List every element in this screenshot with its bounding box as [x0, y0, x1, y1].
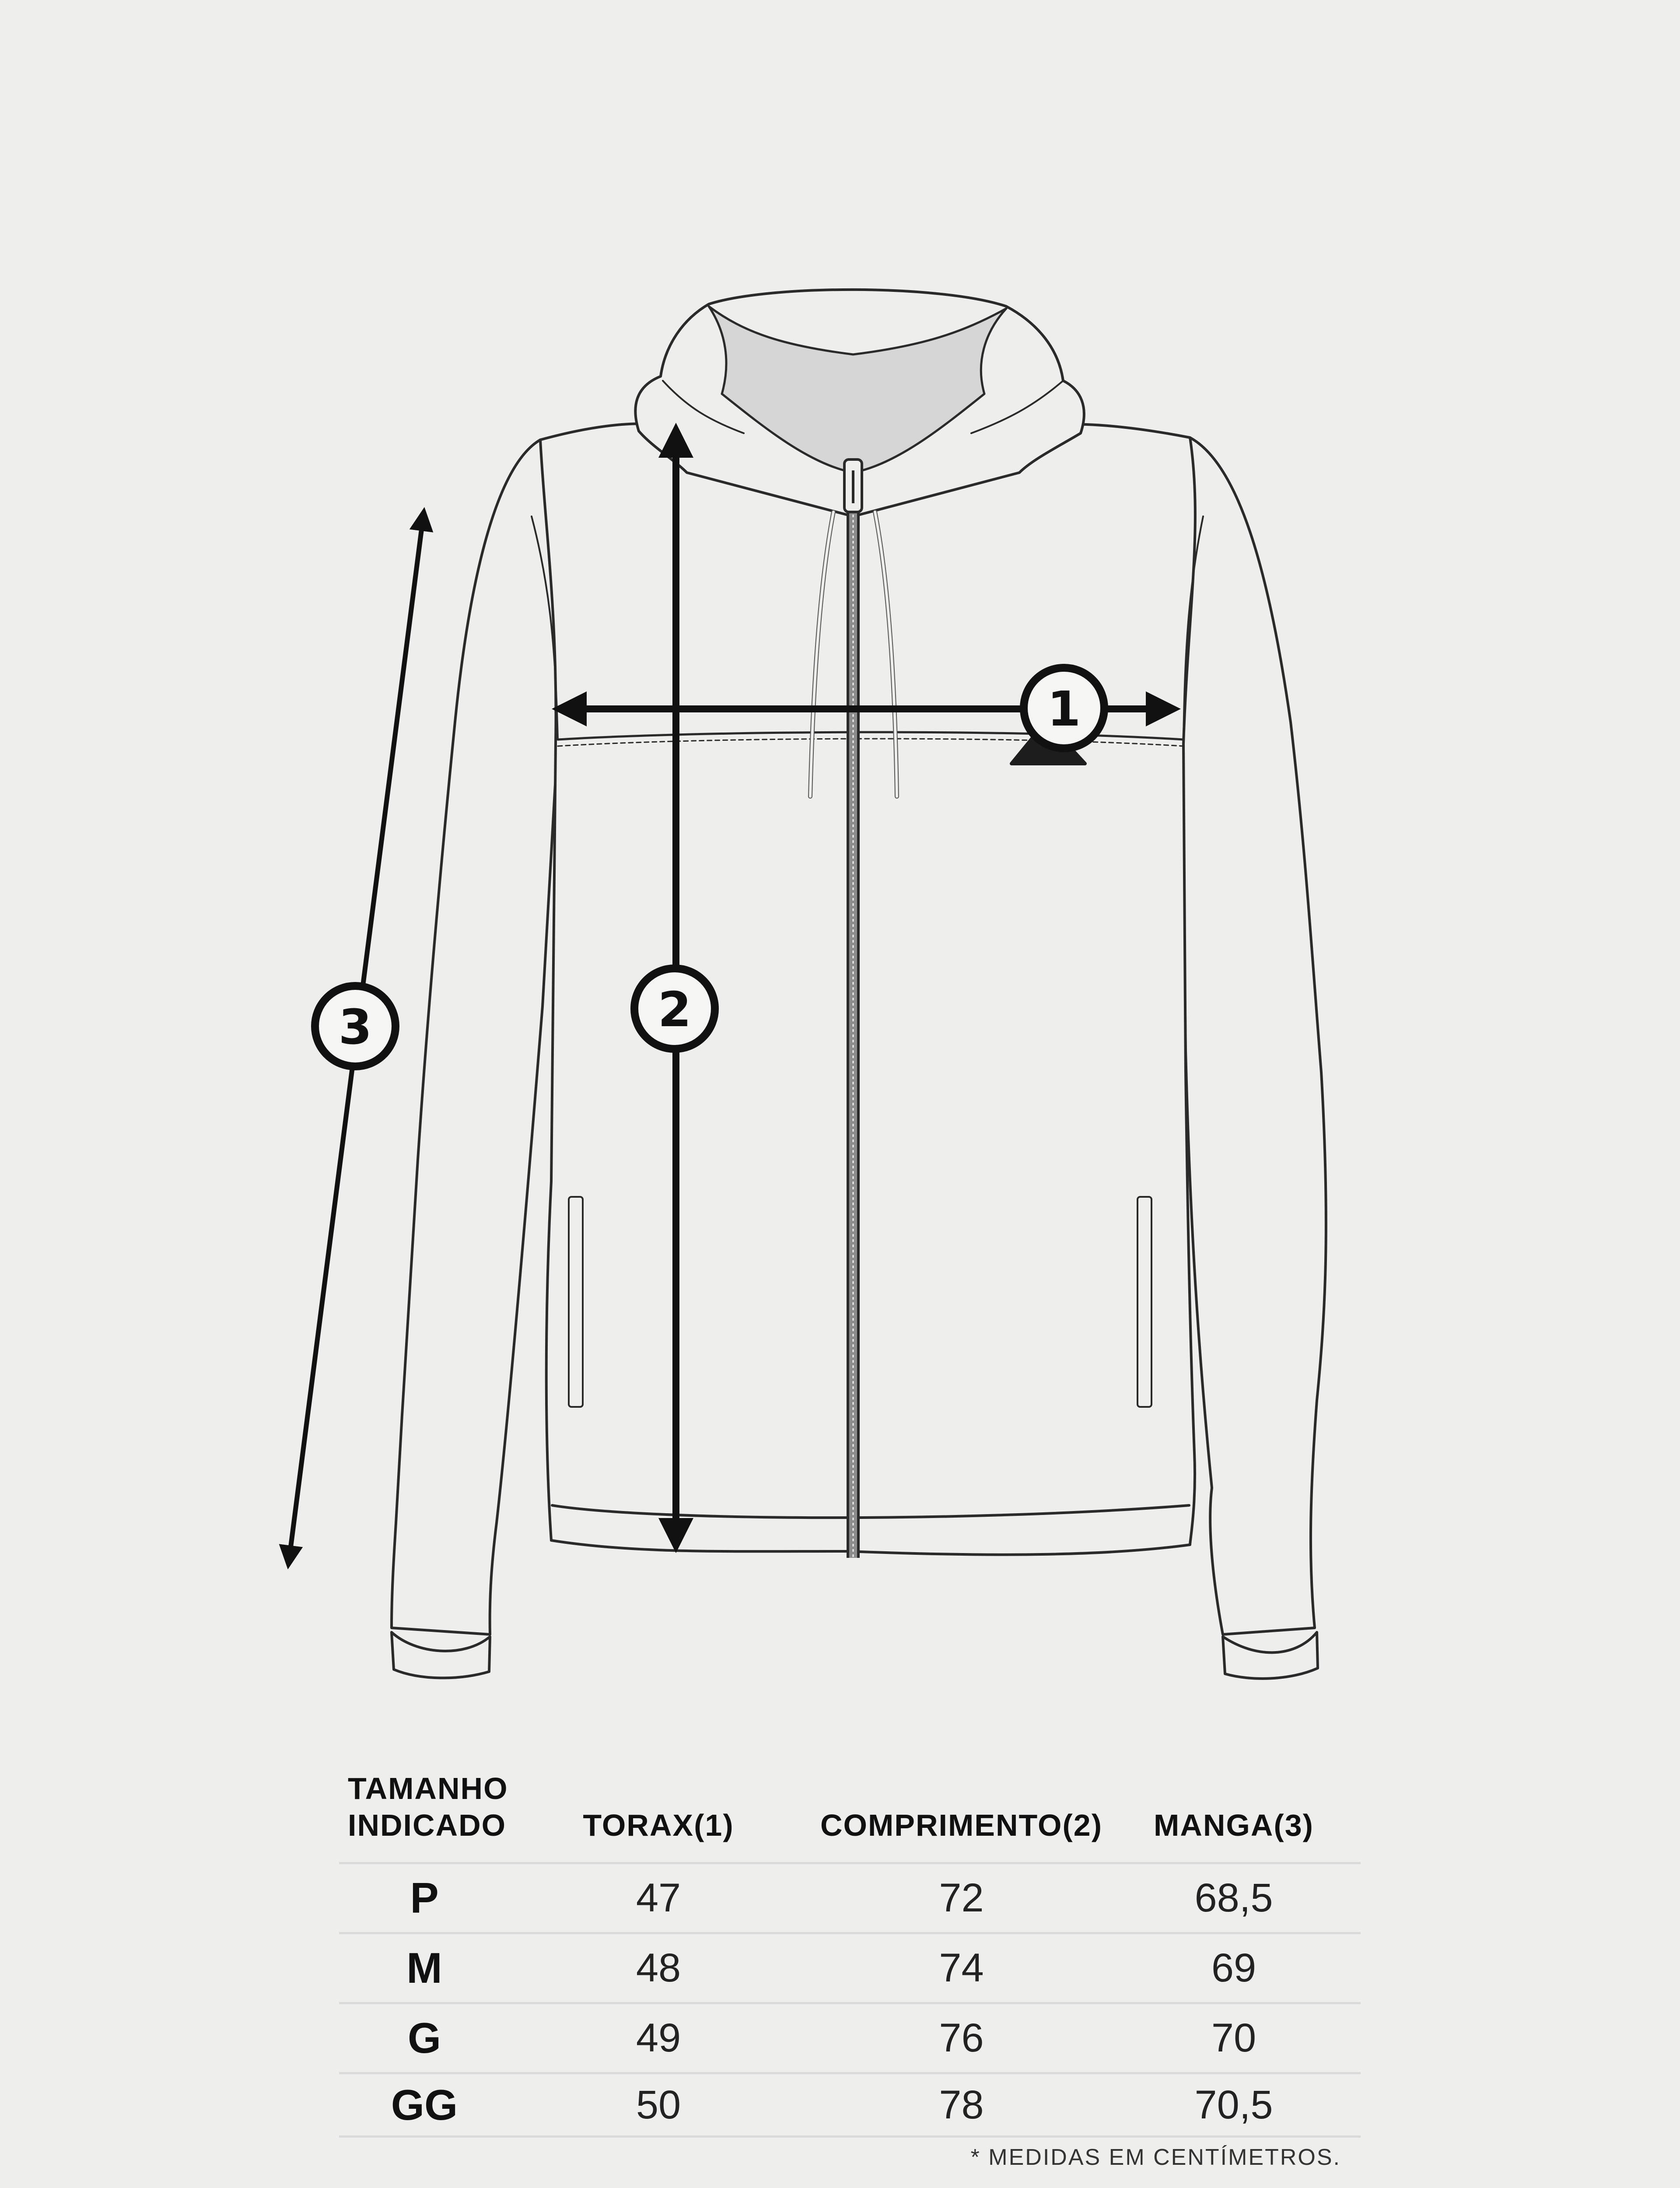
cell-torax: 50: [636, 2082, 681, 2127]
cell-manga: 70,5: [1194, 2082, 1273, 2127]
left-cuff: [392, 1632, 490, 1678]
marker-2-label: 2: [658, 982, 692, 1038]
cell-torax: 47: [636, 1876, 681, 1920]
marker-1-label: 1: [1047, 681, 1081, 737]
right-cuff: [1223, 1632, 1318, 1679]
footnote: * MEDIDAS EM CENTÍMETROS.: [970, 2145, 1341, 2170]
header-torax: TORAX(1): [583, 1808, 734, 1842]
cell-torax: 48: [636, 1946, 681, 1990]
zipper: [844, 459, 862, 1558]
cell-comprimento: 78: [939, 2082, 984, 2127]
cell-manga: 69: [1211, 1946, 1256, 1990]
cell-size: M: [406, 1944, 442, 1992]
right-sleeve: [1181, 438, 1326, 1634]
table-row: [339, 1864, 1361, 1934]
cell-manga: 70: [1211, 2016, 1256, 2060]
header-size-line1: TAMANHO: [348, 1771, 508, 1806]
table-row: [339, 1934, 1361, 2004]
size-table: [339, 1759, 1361, 2138]
header-manga: MANGA(3): [1154, 1808, 1314, 1842]
cell-comprimento: 72: [939, 1876, 984, 1920]
table-row: [339, 2004, 1361, 2074]
left-sleeve: [392, 440, 560, 1634]
table-header: [339, 1759, 1361, 1864]
cell-comprimento: 74: [939, 1946, 984, 1990]
cell-size: P: [410, 1874, 439, 1922]
header-size: [348, 1770, 508, 1844]
cell-size: G: [407, 2014, 441, 2062]
header-comprimento: COMPRIMENTO(2): [820, 1808, 1103, 1842]
cell-size: GG: [391, 2080, 458, 2129]
header-size-line2: INDICADO: [348, 1808, 507, 1842]
marker-3-label: 3: [338, 999, 372, 1055]
table-row: [339, 2074, 1361, 2138]
cell-comprimento: 76: [939, 2016, 984, 2060]
cell-torax: 49: [636, 2016, 681, 2060]
cell-manga: 68,5: [1194, 1876, 1273, 1920]
